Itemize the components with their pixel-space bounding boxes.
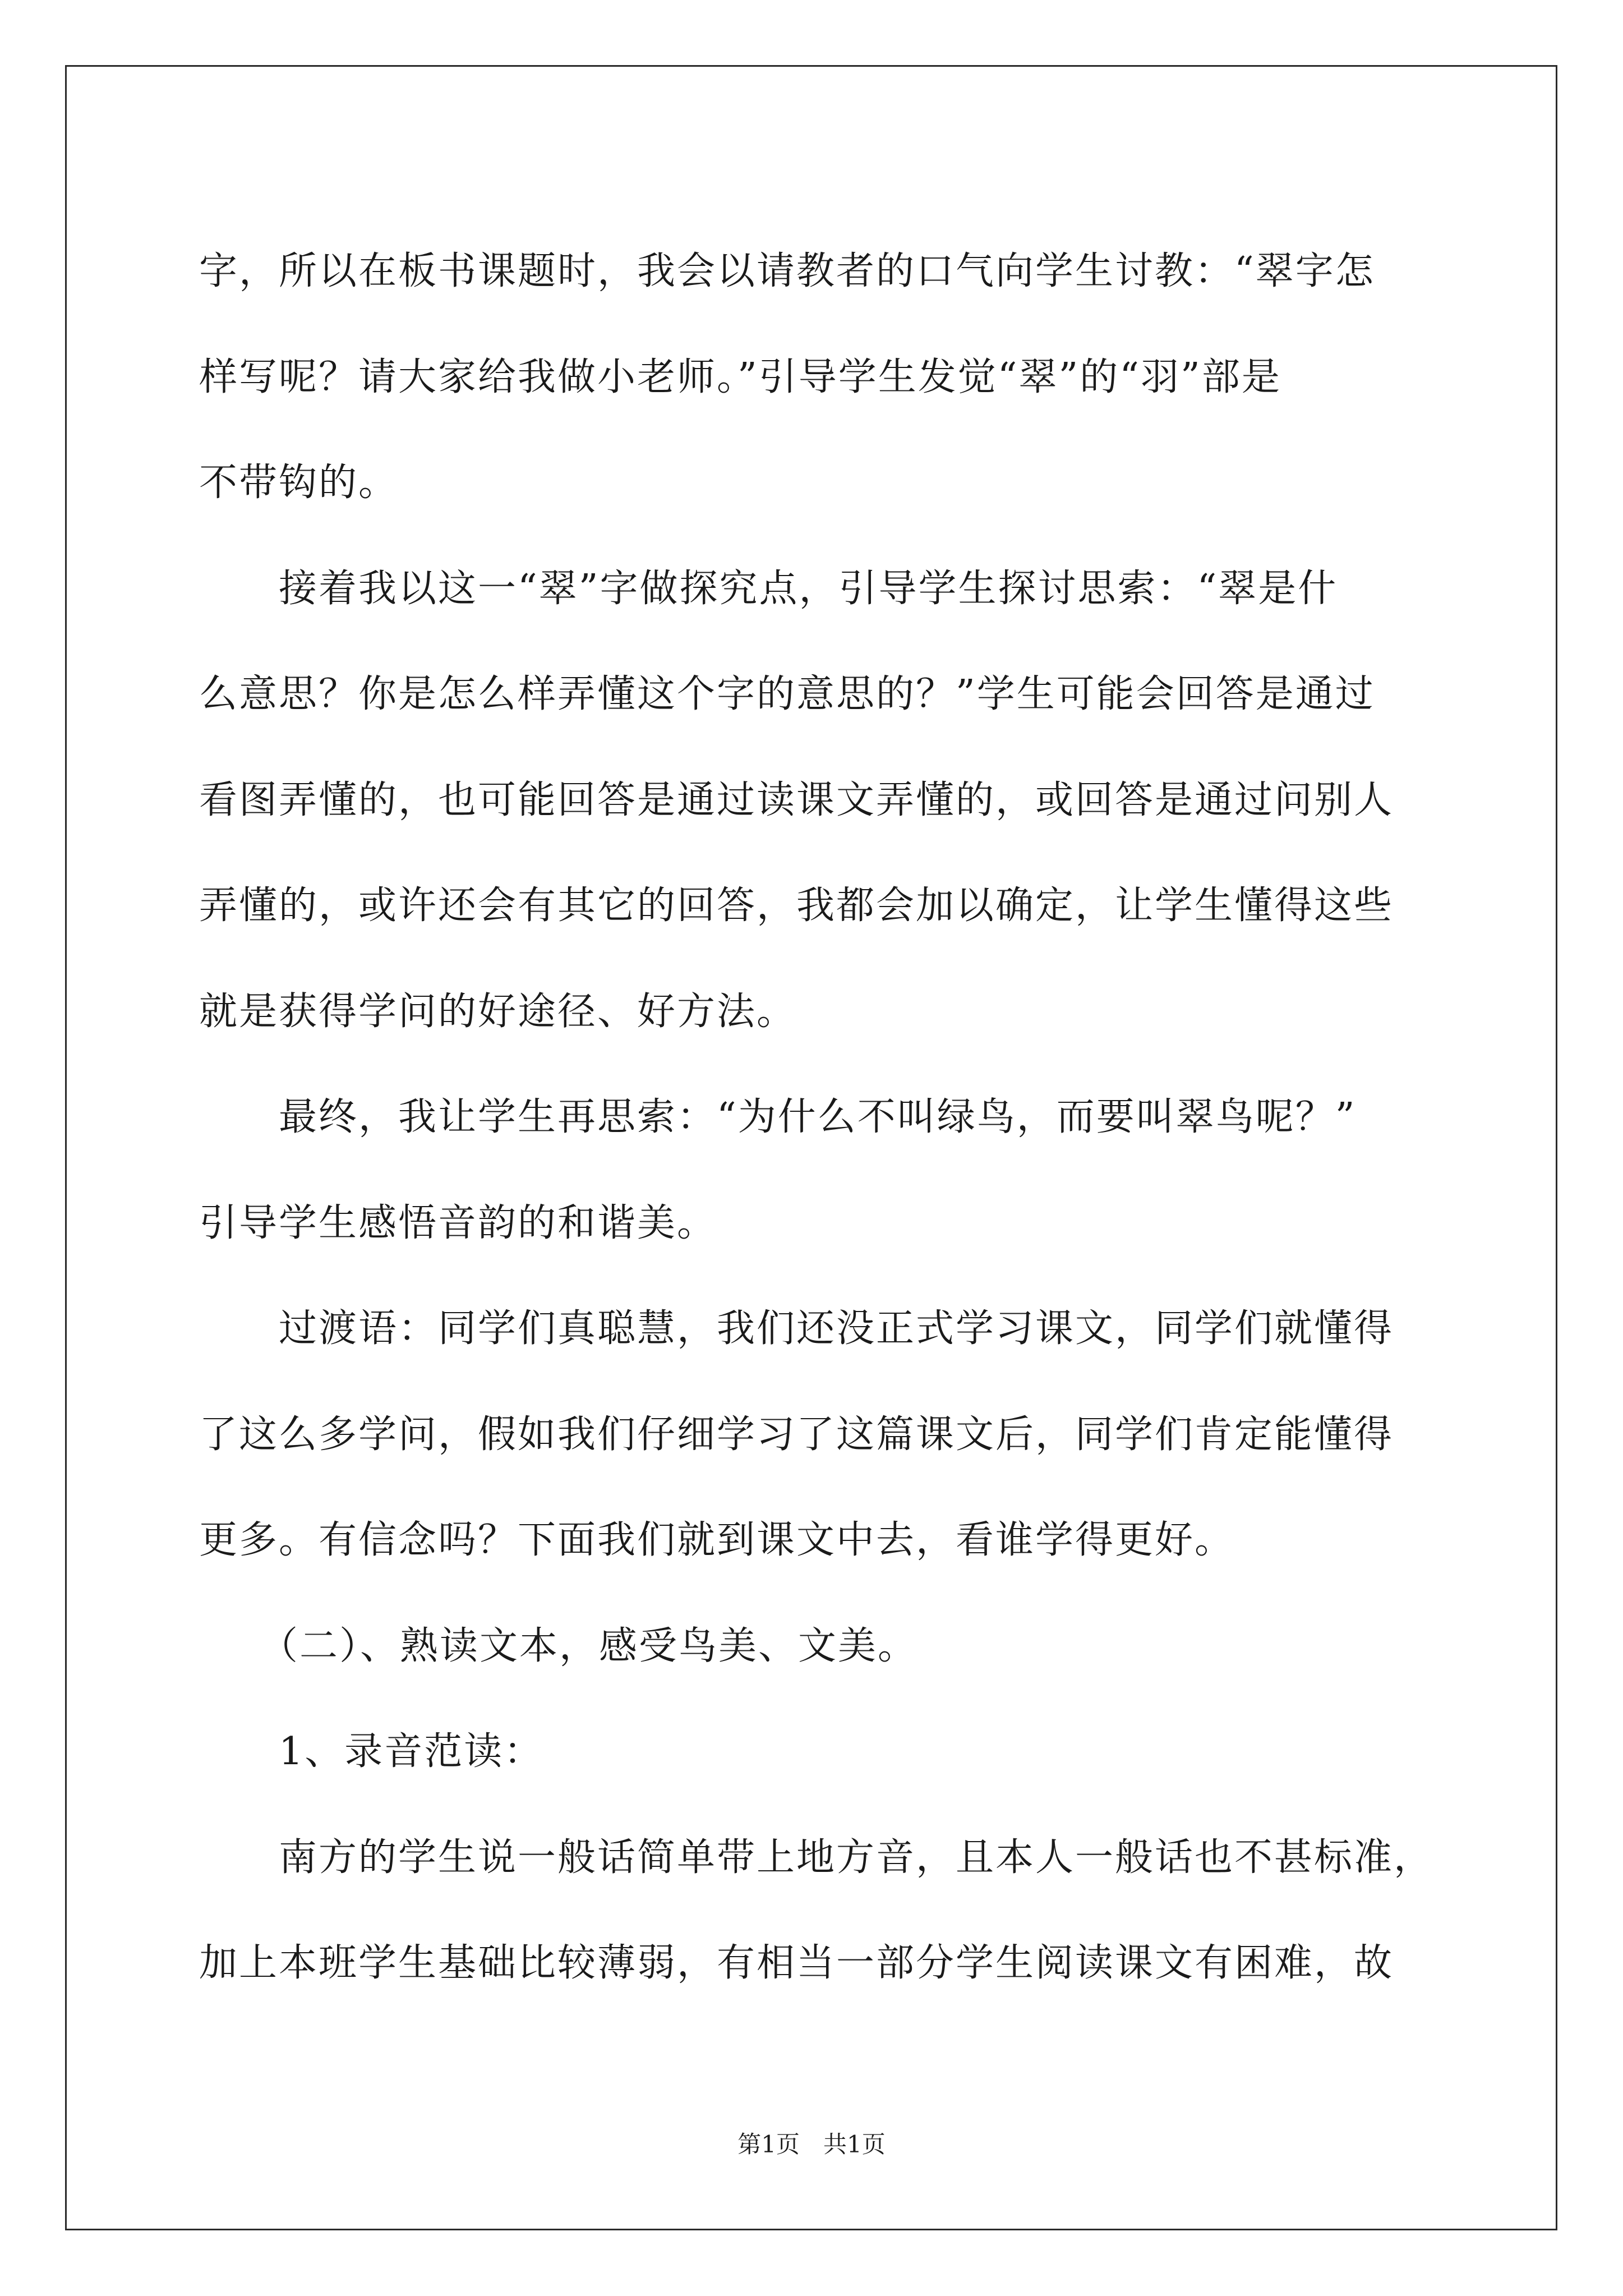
text-line: 过渡语：同学们真聪慧，我们还没正式学习课文，同学们就懂得 [199, 1306, 1394, 1351]
text-line: 字，所以在板书课题时，我会以请教者的口气向学生讨教：“翠字怎 [199, 249, 1375, 293]
text-line: 样写呢？请大家给我做小老师。”引导学生发觉“翠”的“羽”部是 [199, 355, 1281, 399]
text-line: 1、录音范读： [199, 1729, 544, 1774]
document-body [199, 219, 1434, 2017]
text-line: 看图弄懂的，也可能回答是通过读课文弄懂的，或回答是通过问别人 [199, 777, 1394, 822]
text-line: 最终，我让学生再思索：“为什么不叫绿鸟，而要叫翠鸟呢？” [199, 1095, 1357, 1139]
text-line: 接着我以这一“翠”字做探究点，引导学生探讨思索：“翠是什 [199, 566, 1338, 611]
text-line: 弄懂的，或许还会有其它的回答，我都会加以确定，让学生懂得这些 [199, 884, 1394, 928]
text-line: 么意思？你是怎么样弄懂这个字的意思的？”学生可能会回答是通过 [199, 672, 1375, 716]
text-line: 更多。有信念吗？下面我们就到课文中去，看谁学得更好。 [199, 1518, 1235, 1562]
text-line: 就是获得学问的好途径、好方法。 [199, 989, 797, 1034]
page-number-footer: 第1页 共1页 [737, 2131, 886, 2158]
text-line: 不带钩的。 [199, 461, 399, 505]
text-line: 南方的学生说一般话简单带上地方音，且本人一般话也不甚标准， [199, 1835, 1434, 1880]
text-line: （二）、熟读文本，感受鸟美、文美。 [199, 1623, 918, 1668]
text-line: 加上本班学生基础比较薄弱，有相当一部分学生阅读课文有困难，故 [199, 1941, 1394, 1985]
text-line: 了这么多学问，假如我们仔细学习了这篇课文后，同学们肯定能懂得 [199, 1412, 1394, 1457]
text-line: 引导学生感悟音韵的和谐美。 [199, 1200, 717, 1245]
